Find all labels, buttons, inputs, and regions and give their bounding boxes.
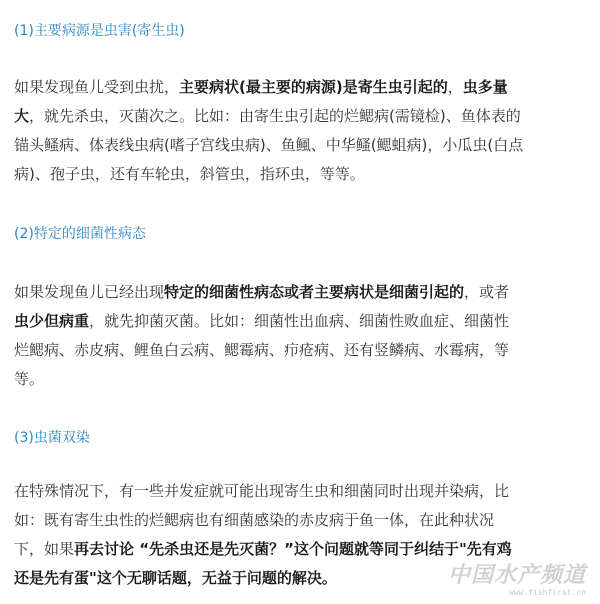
- paragraph-line: [14, 535, 588, 564]
- watermark-title: 中国水产频道: [447, 563, 586, 588]
- text-run: 等。: [14, 370, 45, 388]
- paragraph-line: [14, 506, 588, 535]
- bold-text-run: 特定的细菌性病态或者主要病状是细菌引起的: [164, 283, 465, 301]
- bold-text-run: 虫少但病重: [14, 312, 90, 330]
- paragraph-line: [14, 307, 588, 336]
- text-run: 锚头鳋病、体表线虫病(嗜子宫线虫病)、鱼鲺、中华鳋(鳃蛆病)，小瓜虫(白点: [14, 136, 524, 154]
- text-run: ，: [447, 78, 463, 96]
- bold-text-run: 还是先有蛋"这个无聊话题，无益于问题的解决。: [14, 569, 337, 587]
- text-run: ，或者: [464, 283, 510, 301]
- section-heading-2: (2)特定的细菌性病态: [14, 226, 146, 242]
- paragraph-line: [14, 278, 588, 307]
- section-heading-3: (3)虫菌双染: [14, 430, 90, 446]
- section-paragraph-2: [14, 278, 588, 394]
- section-paragraph-1: [14, 73, 588, 189]
- bold-text-run: 虫多量: [462, 78, 508, 96]
- paragraph-line: [14, 102, 588, 131]
- text-run: ，就先杀虫，灭菌次之。比如：由寄生虫引起的烂鳃病(需镜检)、鱼体表的: [29, 107, 521, 125]
- text-run: ，就先抑菌灭菌。比如：细菌性出血病、细菌性败血症、细菌性: [89, 312, 510, 330]
- paragraph-line: [14, 336, 588, 365]
- text-run: 如果发现鱼儿受到虫扰，: [14, 78, 180, 96]
- paragraph-line: [14, 477, 588, 506]
- paragraph-line: [14, 73, 588, 102]
- bold-text-run: 大: [14, 107, 30, 125]
- bold-text-run: 再去讨论 “先杀虫还是先灭菌？”这个问题就等同于纠结于"先有鸡: [74, 540, 512, 558]
- text-run: 如：既有寄生虫性的烂鳃病也有细菌感染的赤皮病于鱼一体，在此种状况: [14, 511, 495, 529]
- paragraph-line: [14, 564, 588, 593]
- text-run: 下，如果: [14, 540, 75, 558]
- text-run: 在特殊情况下，有一些并发症就可能出现寄生虫和细菌同时出现并染病，比: [14, 482, 510, 500]
- bold-text-run: 主要病状(最主要的病源)是寄生虫引起的: [179, 78, 448, 96]
- paragraph-line: [14, 365, 588, 394]
- section-heading-1: (1)主要病源是虫害(寄生虫): [14, 23, 185, 39]
- section-paragraph-3: [14, 477, 588, 593]
- watermark-url: www.fishfirst.cn: [508, 588, 586, 597]
- text-run: 如果发现鱼儿已经出现: [14, 283, 165, 301]
- text-run: 病)、孢子虫，还有车轮虫，斜管虫，指环虫，等等。: [14, 165, 365, 183]
- paragraph-line: [14, 160, 588, 189]
- paragraph-line: [14, 131, 588, 160]
- text-run: 烂鳃病、赤皮病、鲤鱼白云病、鳃霉病、疖疮病、还有竖鳞病、水霉病，等: [14, 341, 510, 359]
